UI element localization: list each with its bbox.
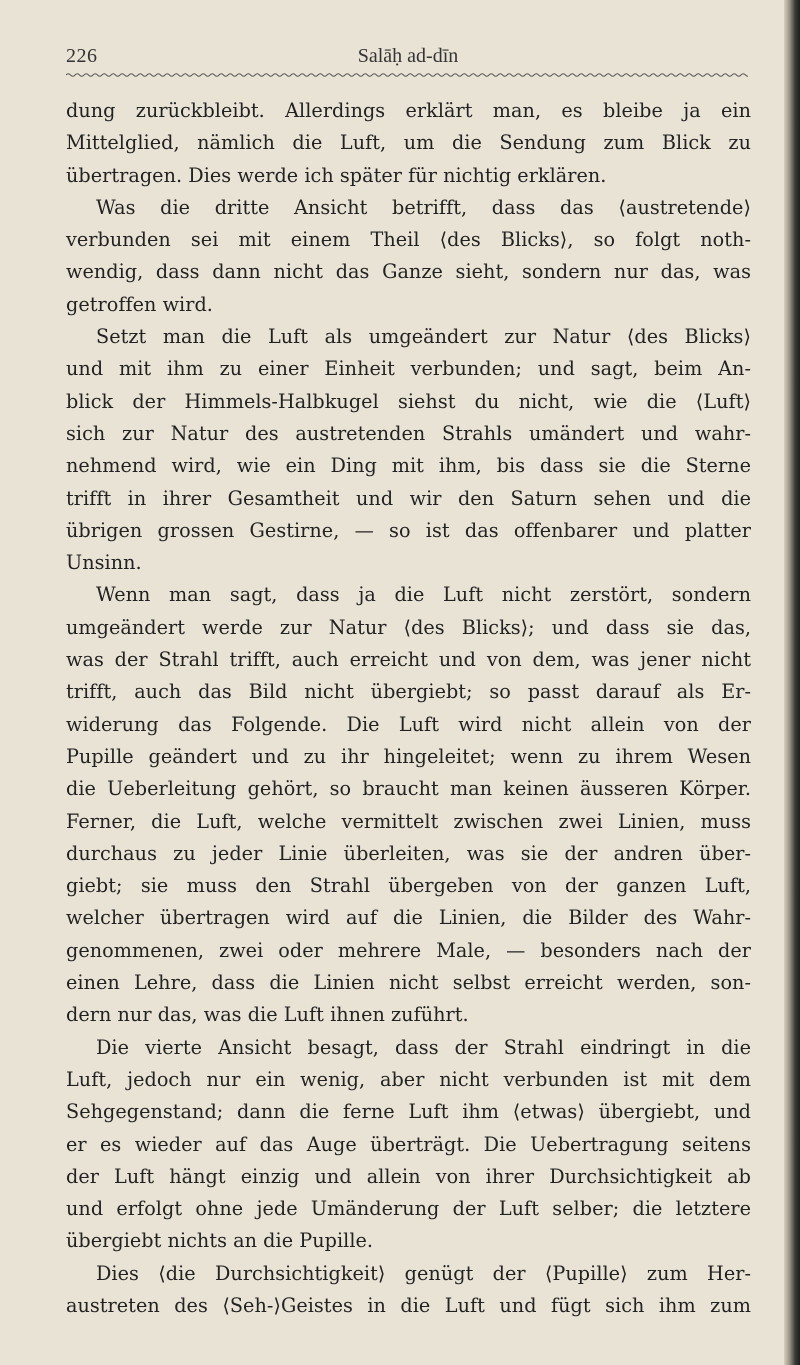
text-line: und erfolgt ohne jede Umänderung der Luft selber; die letztere (66, 1197, 751, 1221)
text-line: und mit ihm zu einer Einheit verbunden; und sagt, beim An- (66, 357, 751, 381)
text-line: genommenen, zwei oder mehrere Male, — besonders nach der (66, 938, 751, 962)
body-text (66, 95, 751, 1322)
text-line: nehmend wird, wie ein Ding mit ihm, bis dass sie die Sterne (66, 454, 751, 478)
text-line: er es wieder auf das Auge überträgt. Die Uebertragung seitens (66, 1132, 751, 1156)
text-line: Pupille geändert und zu ihr hingeleitet; wenn zu ihrem Wesen (66, 744, 751, 768)
text-line: dung zurückbleibt. Allerdings erklärt man, es bleibe ja ein (66, 99, 751, 122)
text-line: getroffen wird. (66, 292, 213, 316)
text-line: übergiebt nichts an die Pupille. (66, 1229, 374, 1253)
text-line: Setzt man die Luft als umgeändert zur Natur ⟨des Blicks⟩ (96, 325, 751, 349)
text-line: Dies ⟨die Durchsichtigkeit⟩ genügt der ⟨Pupille⟩ zum Her- (96, 1261, 751, 1285)
text-line: Luft, jedoch nur ein wenig, aber nicht verbunden ist mit dem (66, 1067, 751, 1091)
text-line: austreten des ⟨Seh-⟩Geistes in die Luft und fügt sich ihm zum (66, 1293, 751, 1317)
text-line: Ferner, die Luft, welche vermittelt zwischen zwei Linien, muss (66, 809, 751, 833)
text-line: Wenn man sagt, dass ja die Luft nicht zerstört, sondern (96, 583, 751, 607)
running-head: Salāḥ ad-dīn (357, 45, 459, 67)
text-line: giebt; sie muss den Strahl übergeben von der ganzen Luft, (66, 874, 751, 898)
text-line: trifft in ihrer Gesamtheit und wir den Saturn sehen und die (66, 486, 751, 510)
text-line: Mittelglied, nämlich die Luft, um die Sendung zum Blick zu (66, 131, 751, 155)
page-number: 226 (66, 45, 98, 67)
page-edge-shadow (784, 0, 800, 1365)
text-line: dern nur das, was die Luft ihnen zuführt. (66, 1003, 469, 1027)
text-line: Sehgegenstand; dann die ferne Luft ihm ⟨etwas⟩ übergiebt, und (66, 1100, 751, 1124)
text-line: umgeändert werde zur Natur ⟨des Blicks⟩; und dass sie das, (66, 615, 751, 639)
text-line: Unsinn. (66, 551, 142, 575)
text-line: trifft, auch das Bild nicht übergiebt; so passt darauf als Er- (66, 680, 751, 704)
text-line: einen Lehre, dass die Linien nicht selbst erreicht werden, son- (66, 971, 751, 995)
text-line: übrigen grossen Gestirne, — so ist das offenbarer und platter (66, 518, 751, 542)
text-line: Die vierte Ansicht besagt, dass der Strahl eindringt in die (96, 1035, 751, 1059)
text-line: was der Strahl trifft, auch erreicht und von dem, was jener nicht (66, 648, 751, 672)
wavy-rule-ornament (66, 71, 748, 79)
text-line: übertragen. Dies werde ich später für nichtig erklären. (66, 163, 607, 187)
text-line: wendig, dass dann nicht das Ganze sieht, sondern nur das, was (66, 260, 751, 284)
page-header (66, 43, 746, 79)
text-line: verbunden sei mit einem Theil ⟨des Blicks⟩, so folgt noth- (66, 228, 751, 252)
text-line: sich zur Natur des austretenden Strahls umändert und wahr- (66, 421, 751, 445)
text-line: welcher übertragen wird auf die Linien, die Bilder des Wahr- (66, 906, 751, 930)
text-line: die Ueberleitung gehört, so braucht man keinen äusseren Körper. (66, 777, 751, 801)
text-line: der Luft hängt einzig und allein von ihrer Durchsichtigkeit ab (66, 1164, 751, 1188)
text-line: durchaus zu jeder Linie überleiten, was sie der andren über- (66, 841, 751, 865)
text-line: blick der Himmels-Halbkugel siehst du nicht, wie die ⟨Luft⟩ (66, 389, 751, 413)
text-line: Was die dritte Ansicht betrifft, dass das ⟨austretende⟩ (96, 195, 751, 219)
text-line: widerung das Folgende. Die Luft wird nicht allein von der (66, 712, 751, 736)
